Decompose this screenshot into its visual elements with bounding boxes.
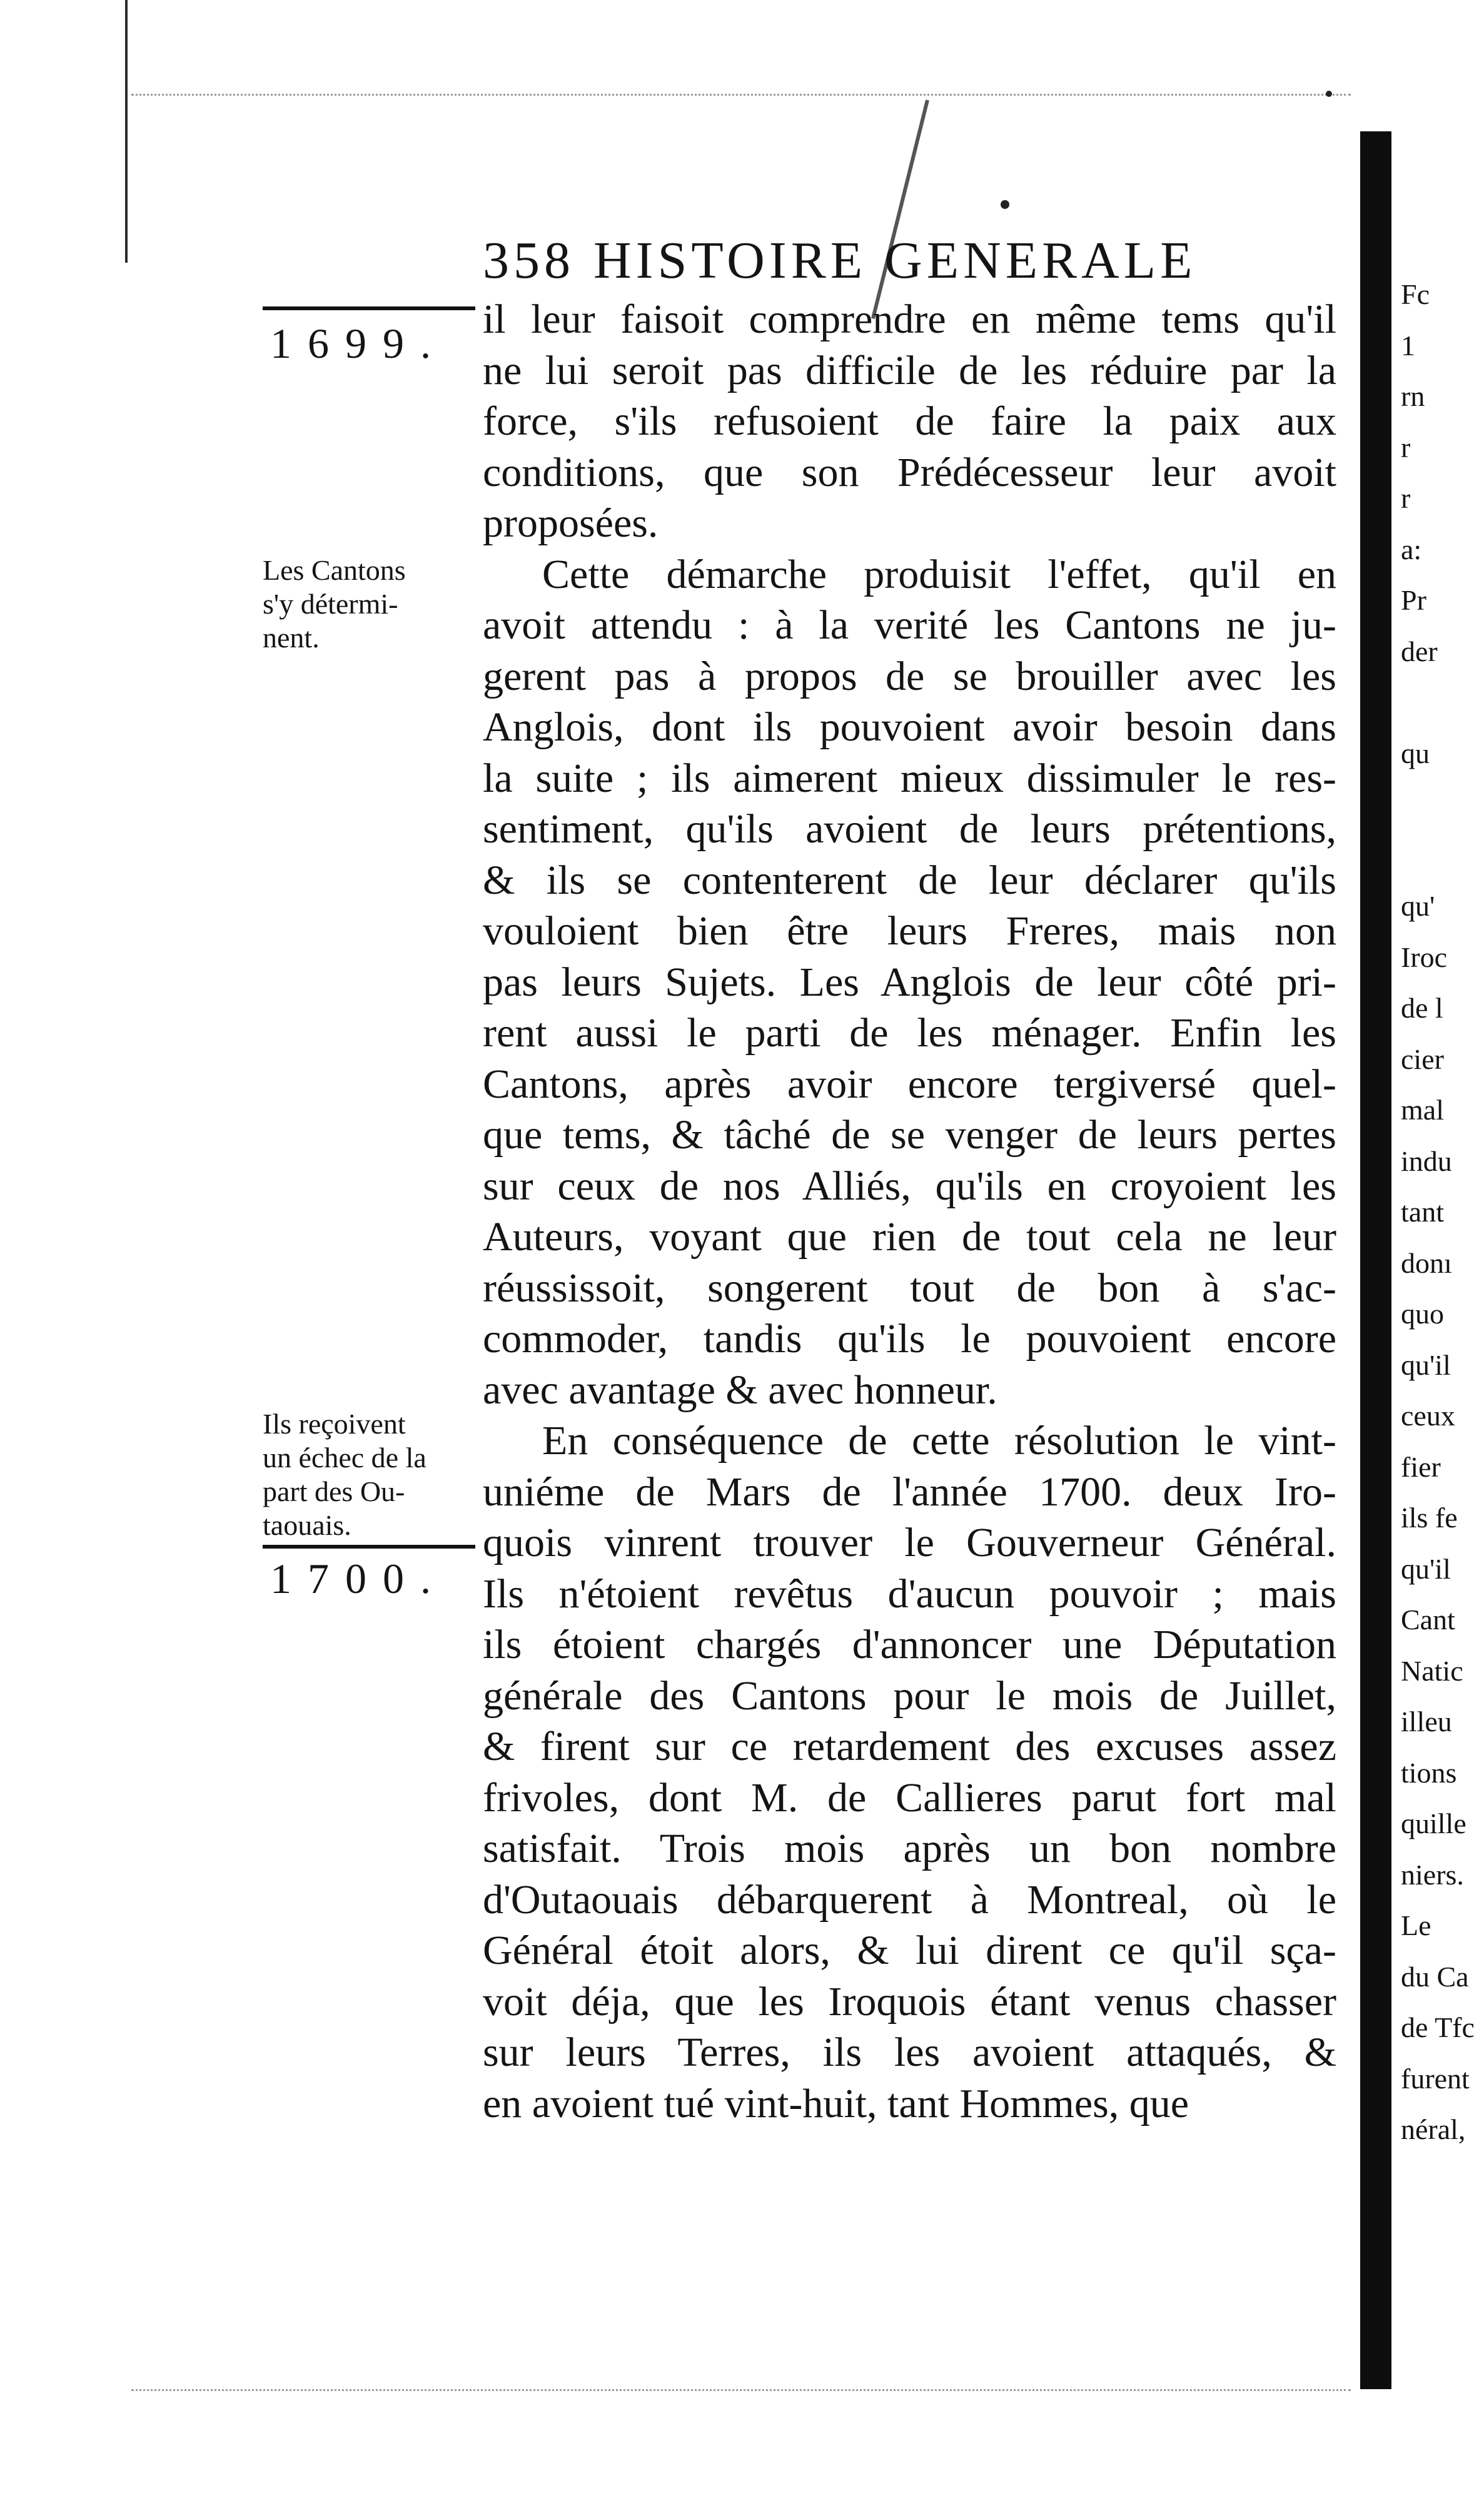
neighbor-fragment: tant bbox=[1401, 1196, 1444, 1228]
text-line: sur leurs Terres, ils les avoient attaqués, & bbox=[483, 2030, 1336, 2075]
gloss-line: Ils reçoivent bbox=[263, 1408, 406, 1440]
bottom-scan-rule bbox=[131, 2389, 1351, 2391]
gloss-line: Les Cantons bbox=[263, 554, 406, 586]
neighbor-fragment: r bbox=[1401, 431, 1411, 463]
text-line: il leur faisoit comprendre en même tems qu'il bbox=[483, 296, 1336, 342]
neighbor-fragment: niers. bbox=[1401, 1858, 1464, 1891]
margin-year-1700: 1700. bbox=[270, 1555, 447, 1602]
text-line: générale des Cantons pour le mois de Juillet, bbox=[483, 1672, 1336, 1719]
margin-year-1699: 1699. bbox=[270, 320, 447, 367]
text-line: la suite ; ils aimerent mieux dissimuler le res- bbox=[483, 755, 1336, 801]
text-line: Ils n'étoient revêtus d'aucun pouvoir ; mais bbox=[483, 1570, 1336, 1617]
neighbor-fragment: der bbox=[1401, 635, 1438, 667]
neighbor-page-fragment bbox=[1401, 269, 1482, 2155]
neighbor-fragment bbox=[1401, 830, 1482, 881]
text-line: force, s'ils refusoient de faire la paix aux bbox=[483, 398, 1336, 444]
neighbor-fragment: Le bbox=[1401, 1909, 1431, 1941]
text-line: frivoles, dont M. de Callieres parut fort mal bbox=[483, 1774, 1336, 1821]
neighbor-fragment: rn bbox=[1401, 380, 1425, 412]
text-line: avoit attendu : à la verité les Cantons ne ju- bbox=[483, 602, 1336, 648]
text-line: & firent sur ce retardement des excuses assez bbox=[483, 1724, 1336, 1769]
neighbor-fragment: Iroc bbox=[1401, 941, 1448, 973]
gloss-line: s'y détermi- bbox=[263, 588, 398, 620]
neighbor-fragment: de l bbox=[1401, 992, 1443, 1024]
neighbor-fragment: qu bbox=[1401, 737, 1430, 769]
neighbor-fragment: néral, bbox=[1401, 2113, 1466, 2145]
neighbor-fragment: donı bbox=[1401, 1246, 1452, 1279]
page-left-edge bbox=[125, 0, 128, 263]
text-line: Cette démarche produisit l'effet, qu'il en bbox=[542, 551, 1336, 597]
text-line: en avoient tué vint-huit, tant Hommes, que bbox=[483, 2080, 1189, 2126]
text-line: Général étoit alors, & lui dirent ce qu'il sça- bbox=[483, 1928, 1336, 1973]
text-line: que tems, & tâché de se venger de leurs pertes bbox=[483, 1112, 1336, 1158]
top-scan-rule bbox=[131, 94, 1351, 96]
text-line: d'Outaouais débarquerent à Montreal, où le bbox=[483, 1876, 1336, 1923]
text-line: sur ceux de nos Alliés, qu'ils en croyoient les bbox=[483, 1163, 1336, 1209]
gloss-line: nent. bbox=[263, 622, 320, 654]
neighbor-fragment: qu'il bbox=[1401, 1348, 1451, 1381]
margin-gloss-echec bbox=[263, 1407, 469, 1542]
text-line: satisfait. Trois mois après un bon nombre bbox=[483, 1826, 1336, 1871]
neighbor-fragment: 1 bbox=[1401, 329, 1415, 362]
text-line: avec avantage & avec honneur. bbox=[483, 1367, 997, 1413]
text-line: conditions, que son Prédécesseur leur avoit bbox=[483, 449, 1336, 495]
gloss-line: un échec de la bbox=[263, 1442, 427, 1474]
neighbor-fragment: Cant bbox=[1401, 1604, 1455, 1636]
gloss-line: taouais. bbox=[263, 1509, 351, 1541]
ink-dot bbox=[1001, 200, 1009, 209]
neighbor-fragment: cier bbox=[1401, 1043, 1444, 1075]
text-line: vouloient bien être leurs Freres, mais non bbox=[483, 908, 1336, 954]
neighbor-fragment: quille bbox=[1401, 1808, 1466, 1839]
text-line: Anglois, dont ils pouvoient avoir besoin dans bbox=[483, 704, 1336, 750]
neighbor-fragment: ceux bbox=[1401, 1400, 1455, 1432]
text-line: voit déja, que les Iroquois étant venus chasser bbox=[483, 1978, 1336, 2025]
text-line: Cantons, après avoir encore tergiversé quel- bbox=[483, 1061, 1336, 1107]
neighbor-fragment: qu' bbox=[1401, 890, 1435, 922]
text-line: uniéme de Mars de l'année 1700. deux Iro- bbox=[483, 1469, 1336, 1515]
text-line: quois vinrent trouver le Gouverneur Général. bbox=[483, 1520, 1336, 1565]
body-text bbox=[483, 294, 1336, 2129]
neighbor-fragment: fier bbox=[1401, 1450, 1441, 1483]
text-line: En conséquence de cette résolution le vint- bbox=[542, 1418, 1336, 1464]
gloss-line: part des Ou- bbox=[263, 1475, 405, 1507]
text-line: gerent pas à propos de se brouiller avec les bbox=[483, 653, 1336, 699]
neighbor-fragment: quo bbox=[1401, 1298, 1444, 1330]
margin-rule-top bbox=[263, 306, 475, 310]
margin-gloss-cantons bbox=[263, 554, 469, 655]
running-head bbox=[483, 230, 1308, 290]
binding-shadow-bar bbox=[1360, 131, 1391, 2389]
page-number: 358 bbox=[483, 231, 575, 290]
text-line: ils étoient chargés d'annoncer une Députation bbox=[483, 1622, 1336, 1667]
neighbor-fragment bbox=[1401, 779, 1482, 830]
text-line: & ils se contenterent de leur déclarer qu'ils bbox=[483, 857, 1336, 903]
neighbor-fragment: mal bbox=[1401, 1094, 1444, 1126]
text-line: rent aussi le parti de les ménager. Enfin les bbox=[483, 1010, 1336, 1056]
neighbor-fragment: indu bbox=[1401, 1145, 1452, 1177]
text-line: réussissoit, songerent tout de bon à s'ac- bbox=[483, 1265, 1336, 1311]
neighbor-fragment: Natic bbox=[1401, 1654, 1463, 1687]
neighbor-fragment bbox=[1401, 677, 1482, 728]
running-title: HISTOIRE GENERALE bbox=[593, 231, 1197, 290]
neighbor-fragment: tions bbox=[1401, 1756, 1457, 1789]
neighbor-fragment: furent bbox=[1401, 2062, 1470, 2095]
text-line: pas leurs Sujets. Les Anglois de leur côté pri- bbox=[483, 959, 1336, 1005]
neighbor-fragment: du Ca bbox=[1401, 1960, 1469, 1993]
text-line: sentiment, qu'ils avoient de leurs prétentions, bbox=[483, 806, 1336, 852]
ink-dot bbox=[1326, 91, 1332, 97]
text-line: proposées. bbox=[483, 500, 659, 546]
neighbor-fragment: de Tfc bbox=[1401, 2011, 1475, 2043]
neighbor-fragment: Fc bbox=[1401, 278, 1430, 310]
neighbor-fragment: qu'il bbox=[1401, 1552, 1451, 1585]
text-line: commoder, tandis qu'ils le pouvoient encore bbox=[483, 1316, 1336, 1362]
neighbor-fragment: ils fe bbox=[1401, 1502, 1458, 1534]
margin-rule-bottom bbox=[263, 1545, 475, 1549]
text-line: ne lui seroit pas difficile de les réduire par la bbox=[483, 347, 1336, 393]
neighbor-fragment: Pr bbox=[1401, 584, 1426, 616]
neighbor-fragment: a: bbox=[1401, 533, 1422, 565]
text-line: Auteurs, voyant que rien de tout cela ne leur bbox=[483, 1214, 1336, 1260]
neighbor-fragment: illeu bbox=[1401, 1706, 1452, 1737]
neighbor-fragment: r bbox=[1401, 482, 1411, 514]
